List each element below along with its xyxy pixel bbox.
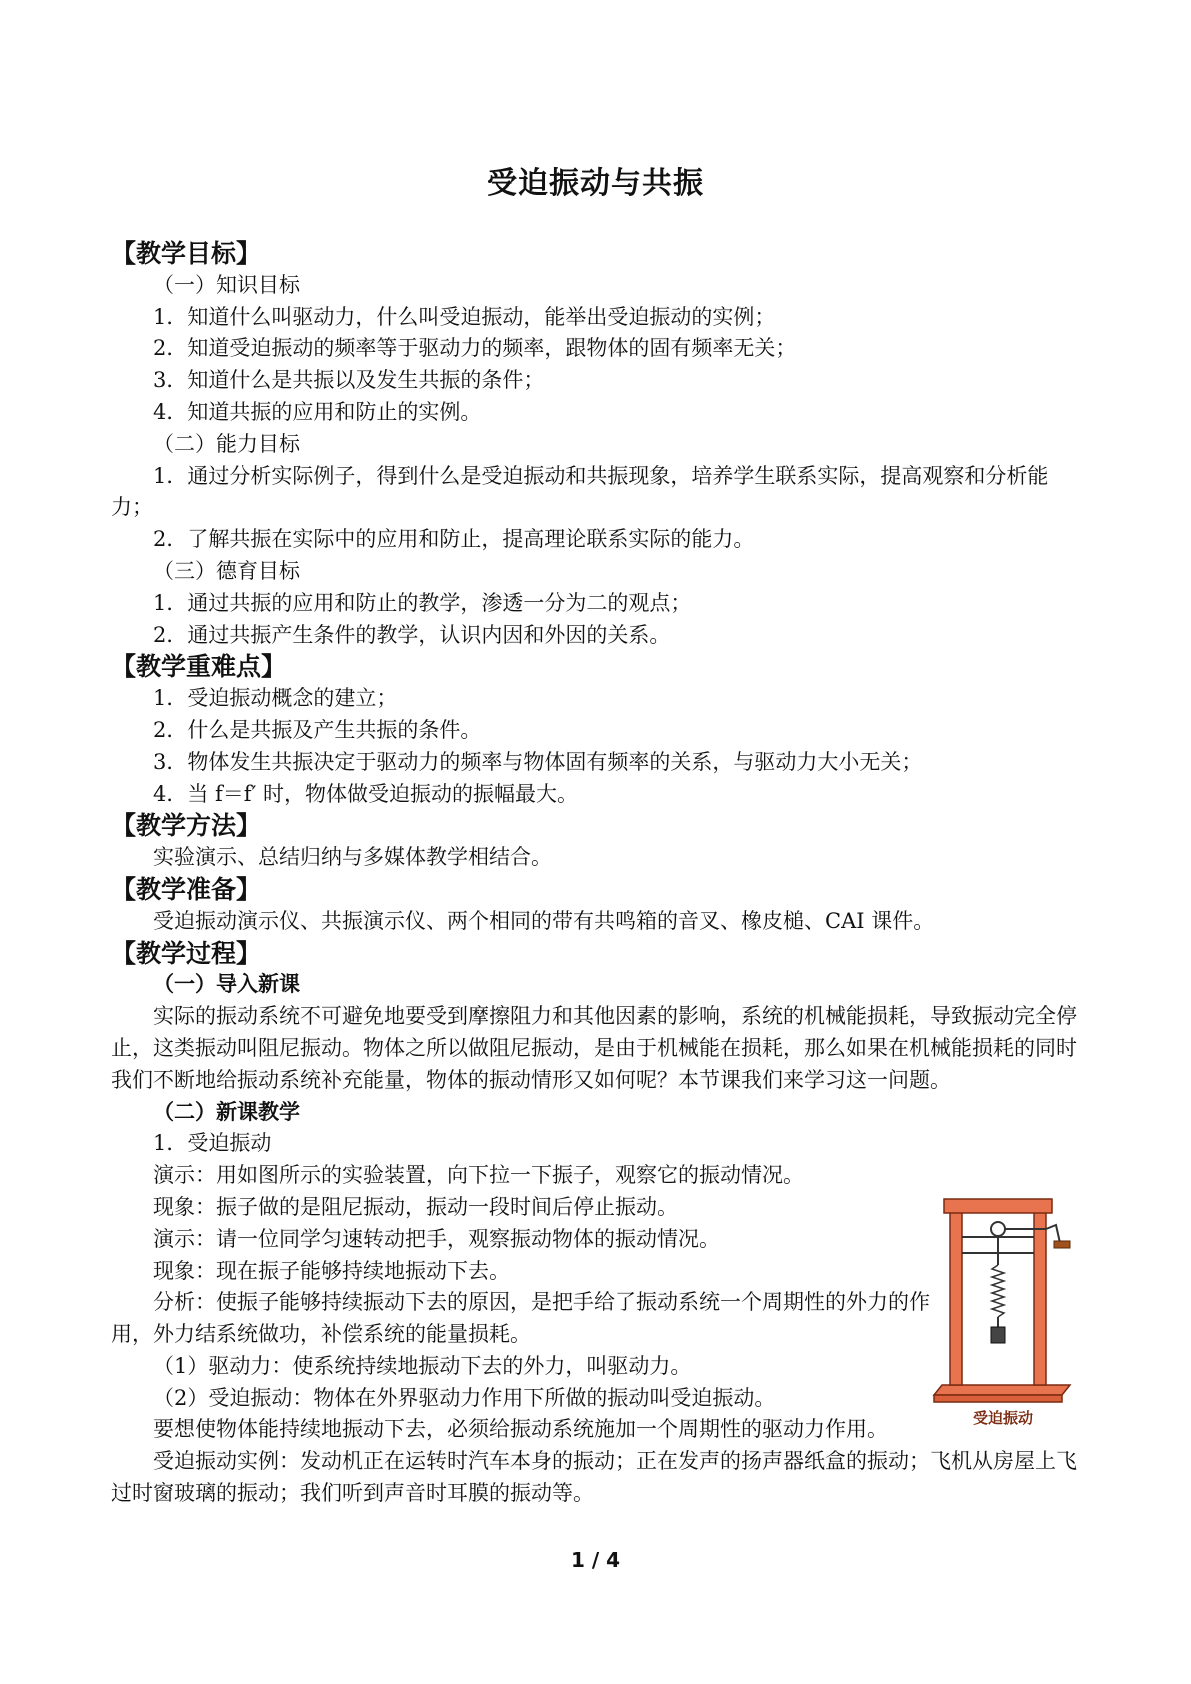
forced-vibration-title: 1．受迫振动 (153, 1131, 272, 1156)
examples-paragraph: 受迫振动实例：发动机正在运转时汽车本身的振动；正在发声的扬声器纸盒的振动；飞机从房屋上飞过时窗玻璃的振动；我们听到声音时耳膜的振动等。 (111, 1449, 1077, 1506)
figure-caption: 受迫振动 (972, 1409, 1033, 1427)
definition-forced-vibration: （2）受迫振动：物体在外界驱动力作用下所做的振动叫受迫振动。 (153, 1385, 776, 1410)
subheading-knowledge: （一）知识目标 (153, 272, 300, 297)
phenomenon-paragraph: 现象：现在振子能够持续地振动下去。 (153, 1258, 510, 1283)
demo-paragraph: 演示：用如图所示的实验装置，向下拉一下振子，观察它的振动情况。 (153, 1163, 804, 1188)
knowledge-item: 3．知道什么是共振以及发生共振的条件； (153, 368, 545, 393)
subheading-intro: （一）导入新课 (153, 972, 300, 997)
heading-process: 【教学过程】 (111, 938, 262, 968)
subheading-new-lesson: （二）新课教学 (153, 1099, 300, 1124)
heading-key-points: 【教学重难点】 (111, 652, 287, 682)
knowledge-item: 4．知道共振的应用和防止的实例。 (153, 399, 482, 424)
subheading-ability: （二）能力目标 (153, 431, 300, 456)
knowledge-item: 1．知道什么叫驱动力，什么叫受迫振动，能举出受迫振动的实例； (153, 304, 776, 329)
conclusion-paragraph: 要想使物体能持续地振动下去，必须给振动系统施加一个周期性的驱动力作用。 (153, 1417, 888, 1442)
key-point-item: 1．受迫振动概念的建立； (153, 686, 398, 711)
heading-objectives: 【教学目标】 (111, 239, 262, 268)
subheading-moral: （三）德育目标 (153, 558, 300, 583)
analysis-paragraph: 分析：使振子能够持续振动下去的原因，是把手给了振动系统一个周期性的外力的作用，外力结系统做功，补偿系统的能量损耗。 (111, 1290, 930, 1347)
preparation-text: 受迫振动演示仪、共振演示仪、两个相同的带有共鸣箱的音叉、橡皮槌、CAI 课件。 (153, 908, 935, 933)
page-number: 1 / 4 (570, 1548, 621, 1572)
intro-paragraph: 实际的振动系统不可避免地要受到摩擦阻力和其他因素的影响，系统的机械能损耗，导致振动完全停止，这类振动叫阻尼振动。物体之所以做阻尼振动，是由于机械能在损耗，那么如果在机械能损耗的同时我们不断地给振动系统补充能量，物体的振动情形又如何呢？本节课我们来学习这一问题。 (111, 1004, 1077, 1092)
apparatus-illustration (930, 1195, 1076, 1405)
forced-vibration-apparatus-figure (930, 1195, 1076, 1431)
definition-driving-force: （1）驱动力：使系统持续地振动下去的外力，叫驱动力。 (153, 1353, 692, 1378)
heading-methods: 【教学方法】 (111, 811, 262, 841)
moral-item: 2．通过共振产生条件的教学，认识内因和外因的关系。 (153, 622, 671, 647)
knowledge-item: 2．知道受迫振动的频率等于驱动力的频率，跟物体的固有频率无关； (153, 336, 797, 361)
key-point-item: 2．什么是共振及产生共振的条件。 (153, 717, 482, 742)
demo-paragraph: 演示：请一位同学匀速转动把手，观察振动物体的振动情况。 (153, 1226, 720, 1251)
key-point-item: 4．当 f＝f′ 时，物体做受迫振动的振幅最大。 (153, 781, 579, 806)
key-point-item: 3．物体发生共振决定于驱动力的频率与物体固有频率的关系，与驱动力大小无关； (153, 749, 923, 774)
ability-item: 1．通过分析实际例子，得到什么是受迫振动和共振现象，培养学生联系实际，提高观察和分析能力； (111, 463, 1049, 520)
methods-text: 实验演示、总结归纳与多媒体教学相结合。 (153, 845, 552, 870)
moral-item: 1．通过共振的应用和防止的教学，渗透一分为二的观点； (153, 590, 692, 615)
document-title: 受迫振动与共振 (487, 166, 704, 201)
ability-item: 2．了解共振在实际中的应用和防止，提高理论联系实际的能力。 (153, 527, 755, 552)
phenomenon-paragraph: 现象：振子做的是阻尼振动，振动一段时间后停止振动。 (153, 1194, 678, 1219)
heading-preparation: 【教学准备】 (111, 874, 262, 904)
